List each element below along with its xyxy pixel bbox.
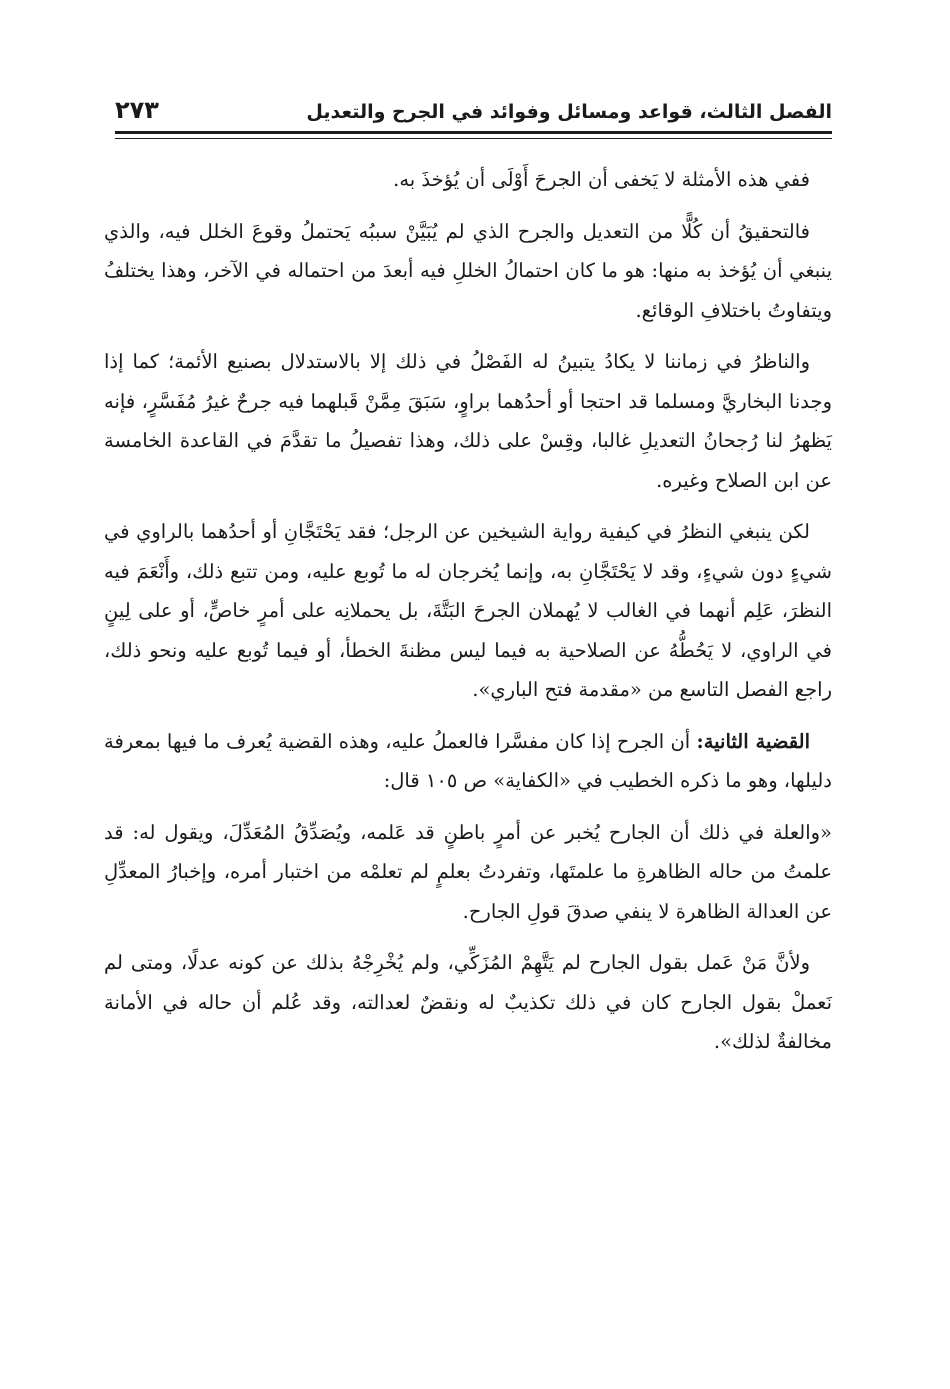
page-header <box>115 84 832 124</box>
quoted-paragraph <box>104 813 832 932</box>
paragraph <box>104 160 832 200</box>
paragraph-text: ففي هذه الأمثلة لا يَخفى أن الجرحَ أَوْلَى أن يُؤخذَ به. <box>393 168 810 191</box>
paragraph-text: «والعلة في ذلك أن الجارح يُخبر عن أمرٍ باطنٍ قد عَلمه، ويُصَدِّقُ المُعَدِّلَ، ويقول له: قد علمتُ من حاله الظاهرةِ ما علمتَها، وتفردتُ بعلمٍ لم تعلمْه من اختبار أمره، وإخبارُ المعدِّلِ عن العدالة الظاهرة لا ينفي صدقَ قولِ الجارح. <box>104 820 832 923</box>
paragraph <box>104 512 832 710</box>
section-lead-heading: القضية الثانية: <box>696 729 810 753</box>
paragraph-text: أن الجرح إذا كان مفسَّرا فالعملُ عليه، وهذه القضية يُعرف ما فيها بمعرفة دليلها، وهو ما ذكره الخطيب في «الكفاية» ص ١٠٥ قال: <box>104 729 832 792</box>
body-text <box>104 160 832 1074</box>
paragraph-text: ولأنَّ مَنْ عَمل بقول الجارح لم يَتَّهِمْ المُزَكِّي، ولم يُخْرِجْهُ بذلك عن كونه عدلًا، ومتى لم نَعملْ بقول الجارح كان في ذلك تكذيبٌ له ونقضٌ لعدالته، وقد عُلم أن حاله في الأمانة مخالفةٌ لذلك». <box>104 951 832 1053</box>
paragraph-text: لكن ينبغي النظرُ في كيفية رواية الشيخين عن الرجل؛ فقد يَحْتَجَّانِ أو أحدُهما بالراوي في شيءٍ دون شيءٍ، وقد لا يَحْتَجَّانِ به، وإنما يُخرجان له ما تُوبع عليه، ومن تتبع ذلك، وأَنْعَمَ فيه النظرَ، عَلِم أنهما في الغالب لا يُهملان الجرحَ البَتَّةَ، بل يحملانِه على أمرٍ خاصٍّ، أو على لِينٍ في الراوي، لا يَحُطُّهُ عن الصلاحية به فيما ليس مظنةَ الخطأ، أو فيما تُوبع عليه ونحو ذلك، راجع الفصل التاسع من «مقدمة فتح الباري». <box>104 520 832 701</box>
running-title: الفصل الثالث، قواعد ومسائل وفوائد في الجرح والتعديل <box>306 101 832 123</box>
paragraph-text: فالتحقيقُ أن كُلًّا من التعديل والجرح الذي لم يُبَيَّنْ سببُه يَحتملُ وقوعَ الخلل فيه، والذي ينبغي أن يُؤخذ به منها: هو ما كان احتمالُ الخللِ فيه أبعدَ من احتماله في الآخر، وهذا يختلفُ ويتفاوتُ باختلافِ الوقائع. <box>104 219 832 322</box>
paragraph <box>104 722 832 801</box>
header-rule-thick <box>115 131 832 134</box>
paragraph-text: والناظرُ في زماننا لا يكادُ يتبينُ له الفَصْلُ في ذلك إلا بالاستدلال بصنيع الأئمة؛ كما إذا وجدنا البخاريَّ ومسلما قد احتجا أو أحدُهما براوٍ، سَبَقَ مِمَّنْ قَبلهما فيه جرحٌ غيرُ مُفَسَّرٍ، فإنه يَظهرُ لنا رُجحانُ التعديلِ غالبا، وقِسْ على ذلك، وهذا تفصيلُ ما تقدَّمَ في القاعدة الخامسة عن ابن الصلاح وغيره. <box>104 350 832 492</box>
paragraph <box>104 943 832 1062</box>
page-number: ٢٧٣ <box>115 96 159 124</box>
header-rule-thin <box>115 138 832 139</box>
paragraph <box>104 342 832 500</box>
paragraph <box>104 212 832 331</box>
